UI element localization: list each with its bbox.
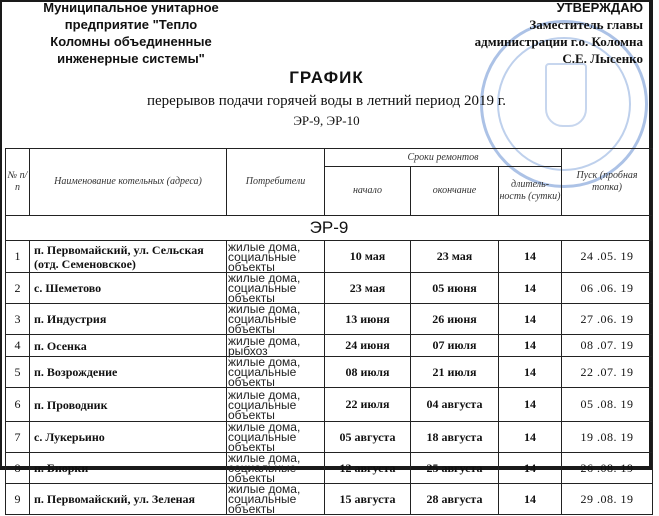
launch-date: 22 .07. 19 <box>562 357 653 388</box>
launch-date: 26 .08. 19 <box>562 453 653 484</box>
boiler-name: п. Возрождение <box>30 357 227 388</box>
repair-start: 12 августа <box>325 453 411 484</box>
consumers: жилые дома, социальные объекты <box>227 241 325 273</box>
duration-days: 14 <box>499 453 562 484</box>
header-launch: Пуск (пробная топка) <box>562 149 653 216</box>
consumers: жилые дома, социальные объекты <box>227 453 325 484</box>
repair-start: 13 июня <box>325 304 411 335</box>
repair-end: 21 июля <box>411 357 499 388</box>
consumers: жилые дома, социальные объекты <box>227 273 325 304</box>
duration-days: 14 <box>499 484 562 515</box>
schedule-table <box>5 148 653 515</box>
boiler-name: с. Шеметово <box>30 273 227 304</box>
boiler-name: п. Осенка <box>30 335 227 357</box>
duration-days: 14 <box>499 422 562 453</box>
boiler-name: п. Первомайский, ул. Зеленая <box>30 484 227 515</box>
launch-date: 27 .06. 19 <box>562 304 653 335</box>
header-consumers: Потребители <box>227 149 325 216</box>
row-number: 1 <box>6 241 30 273</box>
document-subtitle: перерывов подачи горячей воды в летний период 2019 г. <box>147 93 506 109</box>
repair-end: 26 июня <box>411 304 499 335</box>
row-number: 9 <box>6 484 30 515</box>
districts-line: ЭР-9, ЭР-10 <box>293 113 360 128</box>
table-row <box>6 453 653 484</box>
launch-date: 29 .08. 19 <box>562 484 653 515</box>
repair-end: 25 августа <box>411 453 499 484</box>
consumers: жилые дома, рыбхоз <box>227 335 325 357</box>
consumers: жилые дома, социальные объекты <box>227 304 325 335</box>
header-num: № п/п <box>6 149 30 216</box>
boiler-name: п. Проводник <box>30 388 227 422</box>
boiler-name: п. Биорки <box>30 453 227 484</box>
table-row <box>6 335 653 357</box>
consumers: жилые дома, социальные объекты <box>227 422 325 453</box>
repair-start: 05 августа <box>325 422 411 453</box>
header-duration: длитель-ность (сутки) <box>499 167 562 216</box>
row-number: 7 <box>6 422 30 453</box>
duration-days: 14 <box>499 388 562 422</box>
consumers: жилые дома, социальные объекты <box>227 484 325 515</box>
approver-position: Заместитель главы <box>529 17 643 32</box>
repair-end: 23 мая <box>411 241 499 273</box>
repair-start: 23 мая <box>325 273 411 304</box>
header-start: начало <box>325 167 411 216</box>
approval-title: УТВЕРЖДАЮ <box>556 0 643 15</box>
launch-date: 08 .07. 19 <box>562 335 653 357</box>
table-row <box>6 484 653 515</box>
approver-name: С.Е. Лысенко <box>562 51 643 66</box>
table-row <box>6 388 653 422</box>
repair-start: 24 июня <box>325 335 411 357</box>
duration-days: 14 <box>499 304 562 335</box>
duration-days: 14 <box>499 357 562 388</box>
consumers: жилые дома, социальные объекты <box>227 357 325 388</box>
header-repair-period: Сроки ремонтов <box>325 149 562 167</box>
row-number: 5 <box>6 357 30 388</box>
row-number: 2 <box>6 273 30 304</box>
repair-end: 05 июня <box>411 273 499 304</box>
table-row <box>6 422 653 453</box>
duration-days: 14 <box>499 273 562 304</box>
launch-date: 19 .08. 19 <box>562 422 653 453</box>
table-row <box>6 357 653 388</box>
launch-date: 05 .08. 19 <box>562 388 653 422</box>
repair-end: 28 августа <box>411 484 499 515</box>
row-number: 4 <box>6 335 30 357</box>
boiler-name: с. Лукерьино <box>30 422 227 453</box>
repair-end: 04 августа <box>411 388 499 422</box>
row-number: 3 <box>6 304 30 335</box>
table-row <box>6 241 653 273</box>
header-boiler-name: Наименование котельных (адреса) <box>30 149 227 216</box>
repair-end: 18 августа <box>411 422 499 453</box>
header-end: окончание <box>411 167 499 216</box>
repair-end: 07 июля <box>411 335 499 357</box>
organization-name: Муниципальное унитарное предприятие "Тепло Коломны объединенные инженерные системы" <box>43 0 219 66</box>
boiler-name: п. Индустрия <box>30 304 227 335</box>
document-title: ГРАФИК <box>289 68 364 87</box>
row-number: 8 <box>6 453 30 484</box>
table-row <box>6 304 653 335</box>
repair-start: 15 августа <box>325 484 411 515</box>
duration-days: 14 <box>499 241 562 273</box>
launch-date: 06 .06. 19 <box>562 273 653 304</box>
boiler-name: п. Первомайский, ул. Сельская (отд. Семеновское) <box>30 241 227 273</box>
launch-date: 24 .05. 19 <box>562 241 653 273</box>
table-row <box>6 273 653 304</box>
row-number: 6 <box>6 388 30 422</box>
repair-start: 22 июля <box>325 388 411 422</box>
duration-days: 14 <box>499 335 562 357</box>
repair-start: 10 мая <box>325 241 411 273</box>
district-group-row: ЭР-9 <box>6 216 653 241</box>
approval-block <box>393 0 643 67</box>
consumers: жилые дома, социальные объекты <box>227 388 325 422</box>
approver-organization: администрации г.о. Коломна <box>474 34 643 49</box>
repair-start: 08 июля <box>325 357 411 388</box>
